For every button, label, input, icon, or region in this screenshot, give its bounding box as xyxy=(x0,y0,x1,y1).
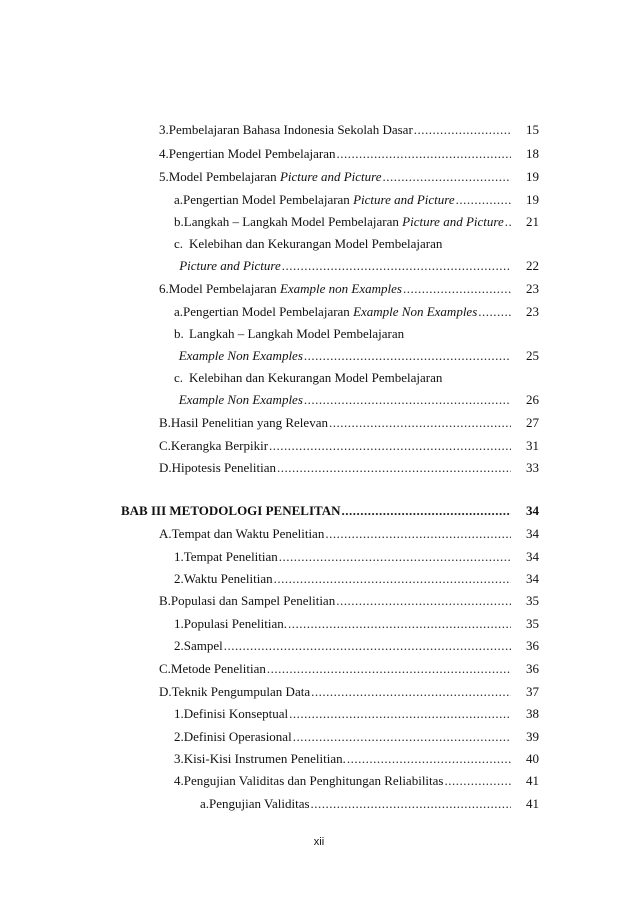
toc-entry-title-text: Teknik Pengumpulan Data xyxy=(171,684,311,699)
toc-page-number: 38 xyxy=(526,706,539,721)
toc-entry-title-text: Kisi-Kisi Instrumen Penelitian. xyxy=(183,751,346,766)
toc-entry-title xyxy=(184,773,444,789)
toc-page-number: 34 xyxy=(526,526,539,541)
toc-entry xyxy=(174,326,539,342)
toc-entry xyxy=(159,415,539,431)
toc-page-number: 23 xyxy=(526,304,539,319)
toc-entry-title-text: Pembelajaran Bahasa Indonesia Sekolah Dasar xyxy=(168,122,413,137)
toc-entry-title xyxy=(172,460,276,476)
toc-dot-leader xyxy=(456,192,511,208)
toc-page-number: 37 xyxy=(526,684,539,699)
toc-entry-number: b. xyxy=(174,214,184,229)
toc-entry xyxy=(174,549,539,565)
toc-dot-leader xyxy=(269,438,511,454)
toc-entry-number: a. xyxy=(174,304,184,319)
toc-dot-leader xyxy=(505,214,511,230)
toc-entry xyxy=(174,616,539,632)
toc-entry-title xyxy=(189,326,404,342)
toc-entry-title xyxy=(184,571,273,587)
toc-dot-leader xyxy=(282,258,511,274)
toc-page-number: 41 xyxy=(526,773,539,788)
toc-entry-title xyxy=(184,751,346,767)
toc-entry-title-text: Langkah – Langkah Model Pembelajaran xyxy=(183,214,403,229)
toc-entry-title-text: Pengujian Validitas xyxy=(209,796,310,811)
toc-page-number: 41 xyxy=(526,796,539,811)
toc-entry-title xyxy=(183,192,455,208)
toc-dot-leader xyxy=(478,304,511,320)
toc-entry-title-text: Kerangka Berpikir xyxy=(170,438,269,453)
toc-dot-leader xyxy=(274,571,511,587)
toc-dot-leader xyxy=(414,122,511,138)
toc-entry-title xyxy=(171,593,335,609)
toc-entry-title-italic: Picture and Picture xyxy=(279,169,382,184)
toc-entry-title xyxy=(184,638,223,654)
toc-dot-leader xyxy=(325,526,511,542)
toc-entry-number: 2. xyxy=(174,571,184,586)
toc-entry-title xyxy=(169,169,382,185)
toc-dot-leader xyxy=(288,616,511,632)
toc-page-number: 31 xyxy=(526,438,539,453)
toc-entry-title xyxy=(172,526,325,542)
toc-page-number: 26 xyxy=(526,392,539,407)
toc-dot-leader xyxy=(311,684,511,700)
toc-page-number: 25 xyxy=(526,348,539,363)
toc-entry-title-text: Tempat dan Waktu Penelitian xyxy=(171,526,325,541)
toc-entry-title-text: Populasi Penelitian. xyxy=(183,616,288,631)
toc-entry-number: 2. xyxy=(174,729,184,744)
toc-entry-number: a. xyxy=(174,192,184,207)
toc-entry xyxy=(174,214,539,230)
toc-entry-number: D. xyxy=(159,460,172,475)
toc-entry-title xyxy=(184,616,287,632)
toc-entry-title-text: Tempat Penelitian xyxy=(183,549,278,564)
toc-entry xyxy=(174,729,539,745)
toc-dot-leader xyxy=(293,729,511,745)
toc-entry-title-text: Sampel xyxy=(183,638,223,653)
toc-dot-leader xyxy=(383,169,512,185)
toc-page-number: 23 xyxy=(526,281,539,296)
toc-entry-number: 1. xyxy=(174,706,184,721)
toc-page-number: 22 xyxy=(526,258,539,273)
toc-entry xyxy=(174,348,539,364)
toc-entry-title xyxy=(169,146,336,162)
toc-entry-number: 6. xyxy=(159,281,169,296)
toc-entry-title-text: Metode Penelitian xyxy=(170,661,266,676)
toc-entry-title xyxy=(179,392,303,408)
toc-page-number: 21 xyxy=(526,214,539,229)
toc-page-number: 33 xyxy=(526,460,539,475)
toc-entry-number: 3. xyxy=(159,122,169,137)
toc-entry-title-text: Model Pembelajaran xyxy=(168,281,280,296)
toc-entry-title-italic: Example Non Examples xyxy=(178,392,303,407)
toc-entry-number: 2. xyxy=(174,638,184,653)
toc-entry-number: 4. xyxy=(159,146,169,161)
toc-entry-title xyxy=(189,236,442,252)
toc-entry-title xyxy=(184,214,504,230)
toc-entry-number: 3. xyxy=(174,751,184,766)
toc-entry xyxy=(174,304,539,320)
toc-entry xyxy=(174,706,539,722)
toc-dot-leader xyxy=(329,415,511,431)
toc-page-number: 34 xyxy=(526,549,539,564)
toc-entry-title xyxy=(121,503,340,519)
toc-entry-title-text: Definisi Konseptual xyxy=(183,706,289,721)
toc-entry xyxy=(174,571,539,587)
toc-entry-title-text: Pengertian Model Pembelajaran xyxy=(168,146,336,161)
toc-dot-leader xyxy=(337,146,511,162)
toc-entry-title-text: Kelebihan dan Kekurangan Model Pembelajaran xyxy=(189,370,443,385)
toc-entry-title-italic: Picture and Picture xyxy=(402,214,504,229)
toc-dot-leader xyxy=(224,638,511,654)
toc-entry-title xyxy=(179,258,281,274)
toc-dot-leader xyxy=(279,549,511,565)
toc-entry-title-text: Hipotesis Penelitian xyxy=(171,460,276,475)
toc-entry xyxy=(174,392,539,408)
toc-dot-leader xyxy=(347,751,511,767)
toc-entry xyxy=(174,638,539,654)
page-number-footer: xii xyxy=(313,836,325,848)
toc-entry-number: c. xyxy=(174,370,184,385)
toc-entry-title-text: Pengujian Validitas dan Penghitungan Reliabilitas xyxy=(183,773,444,788)
toc-entry-title xyxy=(169,281,402,297)
toc-entry xyxy=(174,236,539,252)
toc-entry xyxy=(159,146,539,162)
toc-entry-title-italic: Picture and Picture xyxy=(353,192,455,207)
toc-entry-number: b. xyxy=(174,326,184,341)
toc-entry-title xyxy=(171,661,266,677)
toc-dot-leader xyxy=(341,503,511,519)
toc-page-number: 35 xyxy=(526,593,539,608)
toc-entry-title xyxy=(171,415,328,431)
toc-entry xyxy=(159,281,539,297)
toc-entry-number: C. xyxy=(159,438,171,453)
toc-entry-title-text: Model Pembelajaran xyxy=(168,169,280,184)
toc-entry xyxy=(159,526,539,542)
toc-entry xyxy=(174,751,539,767)
toc-entry-title-text: Pengertian Model Pembelajaran xyxy=(183,304,354,319)
toc-entry-title xyxy=(171,438,268,454)
toc-entry-number: 1. xyxy=(174,616,184,631)
toc-entry-title-italic: Picture and Picture xyxy=(179,258,281,273)
toc-entry-number: B. xyxy=(159,415,171,430)
toc-entry-title-text: Pengertian Model Pembelajaran xyxy=(183,192,354,207)
toc-entry xyxy=(121,503,539,519)
toc-entry-number: A. xyxy=(159,526,172,541)
toc-dot-leader xyxy=(304,392,511,408)
toc-dot-leader xyxy=(444,773,511,789)
toc-entry-title-text: Kelebihan dan Kekurangan Model Pembelajaran xyxy=(189,236,443,251)
toc-entry-title-italic: Example Non Examples xyxy=(353,304,478,319)
toc-page-number: 27 xyxy=(526,415,539,430)
toc-entry xyxy=(174,773,539,789)
toc-page-number: 34 xyxy=(526,571,539,586)
toc-page-number: 19 xyxy=(526,169,539,184)
toc-dot-leader xyxy=(277,460,511,476)
toc-dot-leader xyxy=(289,706,511,722)
toc-page-number: 36 xyxy=(526,638,539,653)
toc-entry-title xyxy=(183,304,477,320)
toc-entry-number: c. xyxy=(174,236,184,251)
toc-entry-number: B. xyxy=(159,593,171,608)
toc-entry-number: a. xyxy=(200,796,210,811)
toc-entry-title-text: Hasil Penelitian yang Relevan xyxy=(170,415,328,430)
toc-entry xyxy=(174,258,539,274)
toc-page-number: 40 xyxy=(526,751,539,766)
toc-entry xyxy=(200,796,539,812)
toc-entry xyxy=(159,169,539,185)
toc-entry-title-text: Waktu Penelitian xyxy=(183,571,273,586)
toc-dot-leader xyxy=(336,593,511,609)
toc-entry-number: C. xyxy=(159,661,171,676)
toc-dot-leader xyxy=(304,348,511,364)
toc-entry-title xyxy=(172,684,310,700)
toc-entry-title-text: BAB III METODOLOGI PENELITAN xyxy=(121,503,341,518)
toc-entry-title-text: Definisi Operasional xyxy=(183,729,292,744)
toc-entry-title xyxy=(184,549,278,565)
toc-entry xyxy=(159,593,539,609)
toc-entry-title-text: Langkah – Langkah Model Pembelajaran xyxy=(189,326,405,341)
toc-page-number: 36 xyxy=(526,661,539,676)
toc-entry-number: D. xyxy=(159,684,172,699)
toc-page-number: 19 xyxy=(526,192,539,207)
toc-entry xyxy=(174,370,539,386)
toc-entry-title-italic: Example Non Examples xyxy=(178,348,303,363)
toc-entry xyxy=(159,460,539,476)
toc-page-number: 15 xyxy=(526,122,539,137)
toc-entry xyxy=(159,122,539,138)
toc-page-number: 18 xyxy=(526,146,539,161)
toc-entry-title xyxy=(184,706,288,722)
toc-entry-number: 1. xyxy=(174,549,184,564)
toc-page-number: 35 xyxy=(526,616,539,631)
toc-entry-title xyxy=(169,122,413,138)
toc-dot-leader xyxy=(267,661,511,677)
toc-entry xyxy=(174,192,539,208)
toc-entry-number: 4. xyxy=(174,773,184,788)
toc-entry-title-text: Populasi dan Sampel Penelitian xyxy=(170,593,336,608)
toc-page-number: 34 xyxy=(526,503,539,518)
toc-entry-title xyxy=(189,370,442,386)
toc-dot-leader xyxy=(311,796,511,812)
toc-entry-title xyxy=(209,796,310,812)
toc-entry-title xyxy=(184,729,292,745)
toc-entry-title-italic: Example non Examples xyxy=(279,281,402,296)
toc-entry-number: 5. xyxy=(159,169,169,184)
toc-entry xyxy=(159,661,539,677)
toc-entry xyxy=(159,684,539,700)
toc-entry-title xyxy=(179,348,303,364)
toc-page-number: 39 xyxy=(526,729,539,744)
toc-dot-leader xyxy=(403,281,511,297)
toc-entry xyxy=(159,438,539,454)
